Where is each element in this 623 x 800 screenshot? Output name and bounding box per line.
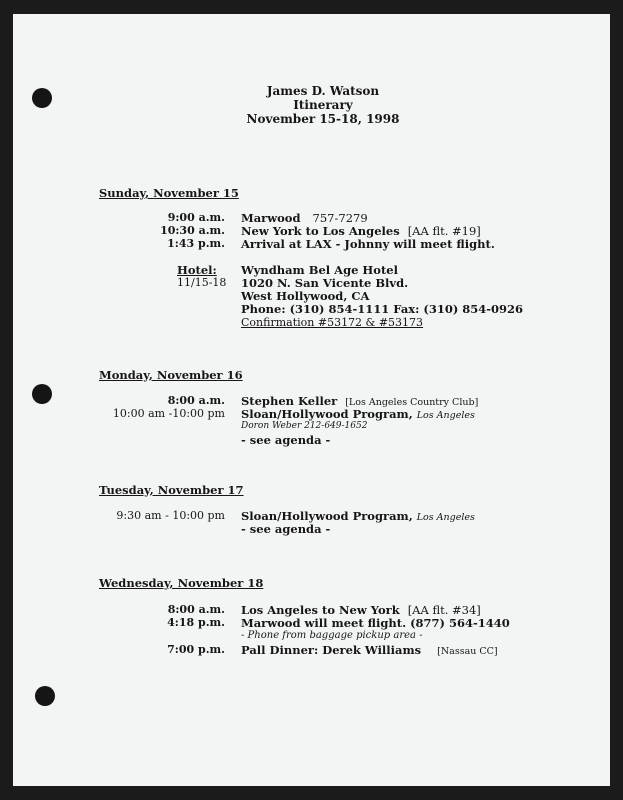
traveler-name: James D. Watson bbox=[266, 84, 380, 98]
hotel-confirmation: Confirmation #53172 & #53173 bbox=[241, 316, 424, 329]
phone-note: - Phone from baggage pickup area - bbox=[241, 630, 423, 641]
entry-time: 4:18 p.m. bbox=[167, 616, 225, 629]
entry-text bbox=[241, 211, 368, 225]
entry-text bbox=[241, 643, 498, 657]
entry-time: 7:00 p.m. bbox=[167, 643, 225, 656]
binder-hole-top bbox=[32, 88, 52, 108]
day-heading-tuesday: Tuesday, November 17 bbox=[99, 483, 244, 497]
hotel-label: Hotel: bbox=[177, 263, 217, 277]
day-heading-wednesday: Wednesday, November 18 bbox=[99, 576, 264, 590]
entry-time: 8:00 a.m. bbox=[167, 394, 225, 407]
entry-text bbox=[241, 509, 475, 523]
day-heading-monday: Monday, November 16 bbox=[99, 368, 243, 382]
hotel-phone: Phone: (310) 854-1111 Fax: (310) 854-0926 bbox=[241, 302, 524, 316]
trip-dates: November 15-18, 1998 bbox=[246, 112, 400, 126]
entry-note: Los Angeles bbox=[416, 410, 475, 421]
entry-title: Sloan/Hollywood Program, bbox=[241, 509, 413, 523]
hotel-name: Wyndham Bel Age Hotel bbox=[241, 263, 398, 277]
entry-time: 10:30 a.m. bbox=[160, 224, 225, 237]
entry-time: 8:00 a.m. bbox=[167, 603, 225, 616]
entry-text bbox=[241, 407, 475, 421]
document-title: Itinerary bbox=[293, 98, 353, 112]
hotel-label-text: Hotel bbox=[177, 263, 213, 277]
document-page bbox=[13, 14, 610, 786]
entry-time: 1:43 p.m. bbox=[167, 237, 225, 250]
entry-text bbox=[241, 603, 481, 617]
entry-text bbox=[241, 394, 478, 408]
entry-time: 10:00 am -10:00 pm bbox=[112, 407, 225, 420]
entry-note: 757-7279 bbox=[312, 211, 368, 225]
agenda-note: - see agenda - bbox=[241, 522, 331, 536]
entry-note: Los Angeles bbox=[416, 512, 475, 523]
contact-note: Doron Weber 212-649-1652 bbox=[241, 421, 368, 431]
entry-note: [Los Angeles Country Club] bbox=[345, 397, 479, 408]
entry-note: [AA flt. #34] bbox=[407, 603, 481, 617]
entry-time: 9:00 a.m. bbox=[167, 211, 225, 224]
hotel-address-line2: West Hollywood, CA bbox=[241, 289, 370, 303]
agenda-note: - see agenda - bbox=[241, 433, 331, 447]
entry-title: New York to Los Angeles bbox=[241, 224, 400, 238]
entry-text: Arrival at LAX - Johnny will meet flight. bbox=[241, 237, 495, 251]
entry-title: Stephen Keller bbox=[241, 394, 338, 408]
entry-note: [Nassau CC] bbox=[437, 646, 498, 657]
entry-title: Marwood bbox=[241, 211, 301, 225]
entry-text: Marwood will meet flight. (877) 564-1440 bbox=[241, 616, 510, 630]
itinerary-header bbox=[203, 84, 443, 126]
hotel-dates: 11/15-18 bbox=[177, 276, 227, 289]
entry-title: Pall Dinner: Derek Williams bbox=[241, 643, 422, 657]
binder-hole-middle bbox=[32, 384, 52, 404]
entry-time: 9:30 am - 10:00 pm bbox=[116, 509, 225, 522]
entry-text bbox=[241, 224, 481, 238]
entry-title: Los Angeles to New York bbox=[241, 603, 400, 617]
entry-title: Sloan/Hollywood Program, bbox=[241, 407, 413, 421]
hotel-address-line1: 1020 N. San Vicente Blvd. bbox=[241, 276, 409, 290]
entry-note: [AA flt. #19] bbox=[407, 224, 481, 238]
day-heading-sunday: Sunday, November 15 bbox=[99, 186, 239, 200]
binder-hole-bottom bbox=[35, 686, 55, 706]
